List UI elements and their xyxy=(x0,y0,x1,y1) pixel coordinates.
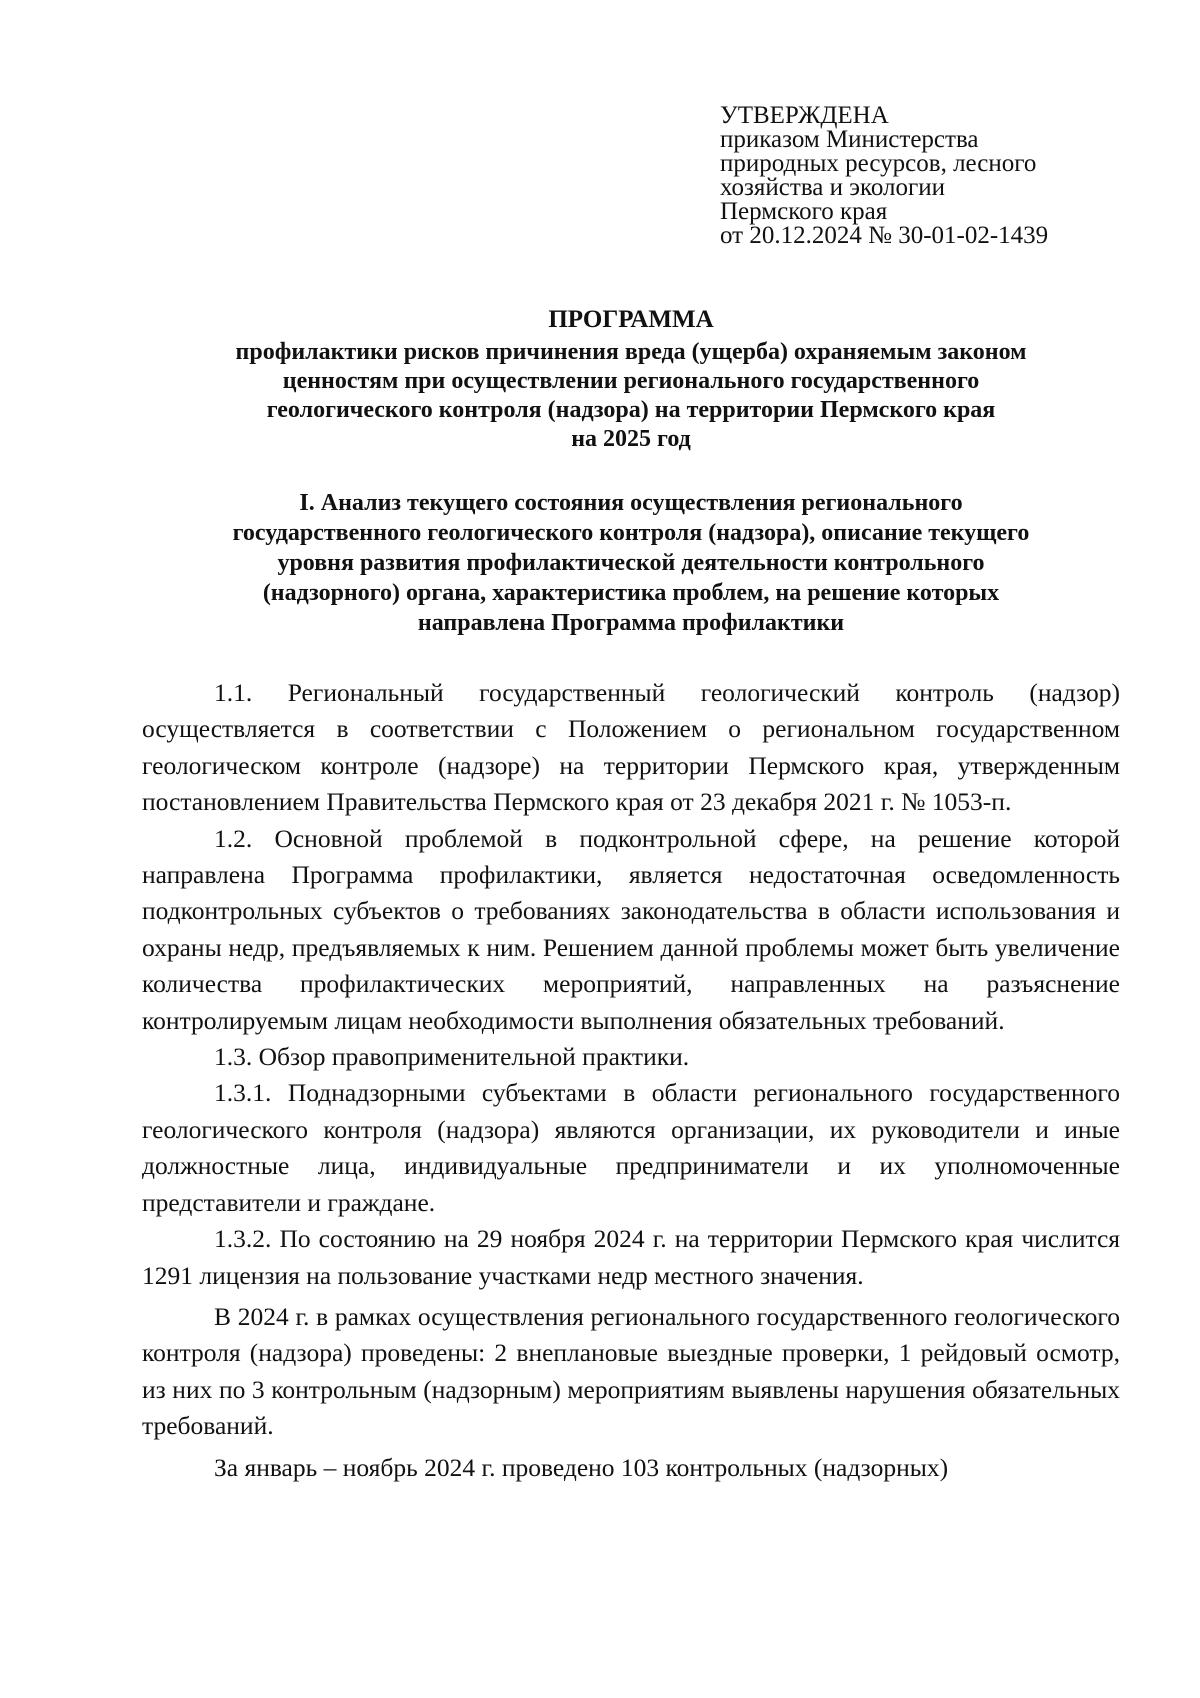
document-subtitle-line: ценностям при осуществлении регионального государственного xyxy=(282,368,980,394)
paragraph-jan-nov-2024: За январь – ноябрь 2024 г. проведено 103 контрольных (надзорных) xyxy=(214,1452,949,1482)
approval-line: Пермского края xyxy=(720,198,888,225)
approval-line: приказом Министерства xyxy=(720,126,979,153)
document-title: ПРОГРАММА xyxy=(548,306,714,333)
document-title-block xyxy=(142,305,1120,454)
approval-line: УТВЕРЖДЕНА xyxy=(720,102,889,129)
document-subtitle-line: на 2025 год xyxy=(571,426,691,452)
section-heading-line: направлена Программа профилактики xyxy=(417,610,845,636)
document-subtitle-line: профилактики рисков причинения вреда (ущерба) охраняемым законом xyxy=(235,339,1027,365)
approval-stamp xyxy=(720,104,1160,248)
paragraph-1-3-2: 1.3.2. По состоянию на 29 ноября 2024 г. на территории Пермского края числится 1291 лицензия на пользование участками недр местного значения. xyxy=(142,1224,1120,1290)
approval-line: от 20.12.2024 № 30-01-02-1439 xyxy=(720,222,1049,249)
paragraph-1-3-1: 1.3.1. Поднадзорными субъектами в области регионального государственного геологического контроля (надзора) являются организации, их руководители и иные должностные лица, индивидуальные предприниматели и их уполномоченные представители и граждане. xyxy=(142,1078,1120,1217)
paragraph-inspections-2024: В 2024 г. в рамках осуществления регионального государственного геологического контроля (надзора) проведены: 2 внеплановые выездные проверки, 1 рейдовый осмотр, из них по 3 контрольным (надзорным) мероприятиям выявлены нарушения обязательных требований. xyxy=(142,1301,1120,1441)
paragraph-1-1: 1.1. Региональный государственный геологический контроль (надзор) осуществляется в соответствии с Положением о региональном государственном геологическом контроле (надзоре) на территории Пермского края, утвержденным постановлением Правительства Пермского края от 23 декабря 2021 г. № 1053-п. xyxy=(142,678,1120,817)
paragraph-1-3: 1.3. Обзор правоприменительной практики. xyxy=(214,1042,690,1072)
section-heading-line: (надзорного) органа, характеристика проблем, на решение которых xyxy=(262,580,1000,606)
document-subtitle-line: геологического контроля (надзора) на территории Пермского края xyxy=(266,397,996,423)
approval-line: природных ресурсов, лесного xyxy=(720,150,1037,177)
body-text xyxy=(142,675,1120,1486)
section-heading-line: государственного геологического контроля (надзора), описание текущего xyxy=(232,520,1030,546)
section-heading-line: I. Анализ текущего состояния осуществления регионального xyxy=(299,490,963,516)
section-heading xyxy=(142,488,1120,638)
approval-line: хозяйства и экологии xyxy=(720,174,946,201)
section-heading-line: уровня развития профилактической деятельности контрольного xyxy=(277,550,985,576)
paragraph-1-2: 1.2. Основной проблемой в подконтрольной сфере, на решение которой направлена Программа профилактики, является недостаточная осведомленность подконтрольных субъектов о требованиях законодательства в области использования и охраны недр, предъявляемых к ним. Решением данной проблемы может быть увеличение количества профилактических мероприятий, направленных на разъяснение контролируемым лицам необходимости выполнения обязательных требований. xyxy=(142,823,1120,1035)
